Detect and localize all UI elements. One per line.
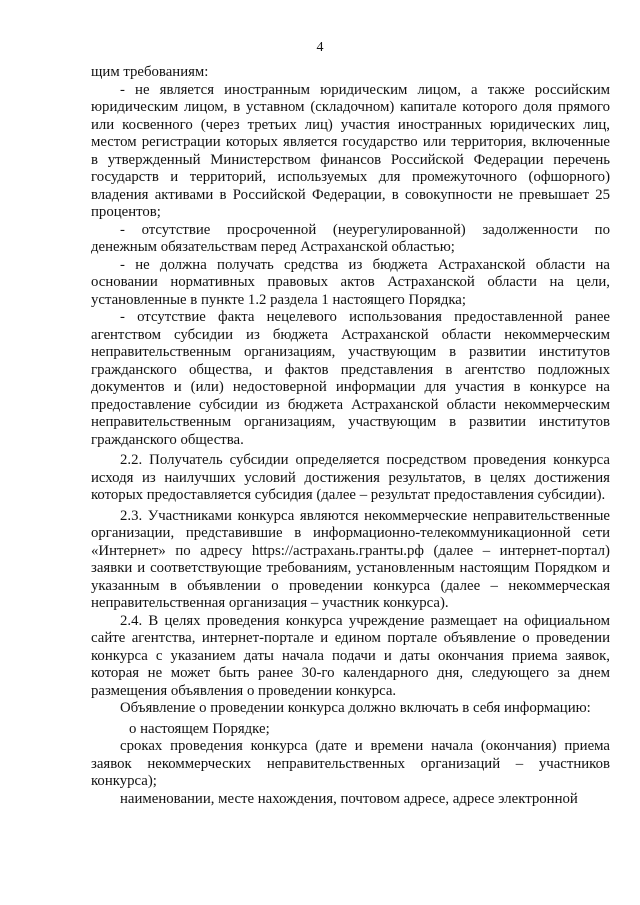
paragraph-requirements-intro: щим требованиям: <box>91 64 209 80</box>
page-number: 4 <box>316 40 324 55</box>
paragraph-no-other-budget-funds: - не должна получать средства из бюджета Астраханской области на основании нормативных правовых актов Астраханской области на цели, установленные в пункте 1.2 раздела 1 настоящего Порядка; <box>91 256 610 308</box>
paragraph-contest-dates: сроках проведения конкурса (дате и времени начала (окончания) приема заявок некоммерческих неправительственных организаций – участников конкурса); <box>91 738 610 789</box>
document-body <box>91 64 610 808</box>
paragraph-no-misuse-of-subsidy: - отсутствие факта нецелевого использования предоставленной ранее агентством субсидии из бюджета Астраханской области некоммерческим неправительственным организациям, участвующим в развитии институтов гражданского общества, и фактов представления в агентство подложных документов и (или) недостоверной информации для участия в конкурсе на предоставление субсидии из бюджета Астраханской области некоммерческим неправительственным организациям, участвующим в развитии институтов гражданского общества. <box>91 309 610 448</box>
paragraph-2-2: 2.2. Получатель субсидии определяется посредством проведения конкурса исходя из наилучших условий достижения результатов, в целях достижения которых предоставляется субсидия (далее – результат предоставления субсидии). <box>91 452 610 503</box>
paragraph-2-3: 2.3. Участниками конкурса являются некоммерческие неправительственные организации, представившие в информационно-телекоммуникационной сети «Интернет» по адресу https://астрахань.гранты.рф (далее – интернет-портал) заявки и соответствующие требованиям, установленным настоящим Порядком и указанным в объявлении о проведении конкурса (далее – некоммерческая неправительственная организация – участник конкурса). <box>91 507 610 611</box>
paragraph-2-4: 2.4. В целях проведения конкурса учреждение размещает на официальном сайте агентства, интернет-портале и едином портале объявление о проведении конкурса с указанием даты начала подачи и даты окончания приема заявок, которая не может быть ранее 30-го календарного дня, следующего за днем размещения объявления о проведении конкурса. <box>91 612 610 699</box>
paragraph-about-order: о настоящем Порядке; <box>129 720 270 737</box>
paragraph-not-foreign-entity: - не является иностранным юридическим лицом, а также российским юридическим лицом, в уставном (складочном) капитале которого доля прямого или косвенного (через третьих лиц) участия иностранных юридических лиц, местом регистрации которых является государство или территория, включенные в утвержденный Министерством финансов Российской Федерации перечень государств и территорий, используемых для промежуточного (офшорного) владения активами в Российской Федерации, в совокупности не превышает 25 процентов; <box>91 81 610 220</box>
paragraph-name-location: наименовании, месте нахождения, почтовом адресе, адресе электронной <box>120 790 578 807</box>
paragraph-no-overdue-debt: - отсутствие просроченной (неурегулированной) задолженности по денежным обязательствам перед Астраханской областью; <box>91 221 610 255</box>
paragraph-announcement-contents: Объявление о проведении конкурса должно включать в себя информацию: <box>120 700 591 716</box>
